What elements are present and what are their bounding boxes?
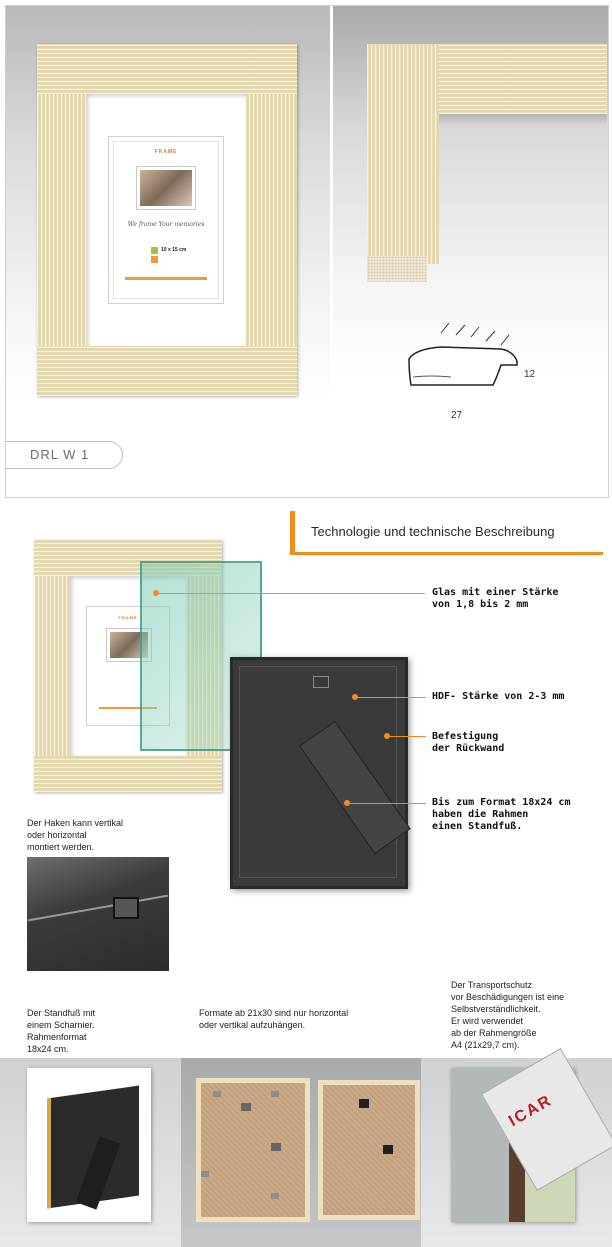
insert-photo [137, 167, 195, 209]
transport-note-6: A4 (21x29,7 cm). [451, 1040, 520, 1050]
profile-width: 27 [451, 410, 463, 421]
formats-note-2: oder vertikal aufzuhängen. [199, 1020, 306, 1030]
transport-note-1: Der Transportschutz [451, 980, 533, 990]
hanger-vertical [359, 1099, 369, 1108]
stand-note-4: 18x24 cm. [27, 1044, 69, 1054]
profile-drawing [401, 321, 581, 426]
panel-divider [330, 6, 333, 497]
picture-frame [37, 44, 297, 396]
hdf-backboard [230, 657, 408, 889]
hanger-horizontal [383, 1145, 393, 1154]
frame-corner-side [367, 44, 439, 264]
section-accent-bar [290, 511, 295, 555]
hook-clip [113, 897, 139, 919]
vertical-back-photo [318, 1080, 420, 1220]
section-title: Technologie und technische Beschreibung [311, 524, 555, 539]
callout-fixing-1: Befestigung [432, 731, 499, 742]
insert-slogan: We frame Your memories [127, 221, 205, 228]
stand-photo [27, 1068, 151, 1222]
frame-mat [86, 94, 246, 346]
section-underline [295, 552, 603, 555]
corner-shadow [439, 114, 607, 126]
hook-detail-photo [27, 857, 169, 971]
profile-height: 12 [524, 369, 536, 380]
exploded-frame-bottom [34, 756, 222, 792]
transport-protection-photo [451, 1068, 575, 1222]
product-panel [5, 5, 609, 498]
callout-glass-1: Glas mit einer Stärke [432, 587, 559, 598]
insert-brand: FRAME [154, 149, 178, 155]
callout-fixing-2: der Rückwand [432, 743, 505, 754]
transport-note-3: Selbstverständlichkeit. [451, 1004, 541, 1014]
callout-stand-3: einen Standfuß. [432, 821, 523, 832]
insert-swatch-green [151, 247, 158, 254]
transport-note-5: ab der Rahmengröße [451, 1028, 537, 1038]
transport-note-4: Er wird verwendet [451, 1016, 524, 1026]
frame-top-rail [37, 44, 297, 94]
clip-3 [201, 1171, 209, 1177]
transport-note-2: vor Beschädigungen ist eine [451, 992, 565, 1002]
sample-insert [108, 136, 224, 304]
corner-cross-section [367, 256, 427, 282]
insert-orange-bar [125, 277, 207, 280]
clip-2 [271, 1091, 279, 1097]
insert-swatch-orange [151, 256, 158, 263]
callout-line-glass [159, 593, 425, 594]
clip-4 [271, 1193, 279, 1199]
hanger-1 [241, 1103, 251, 1111]
model-code: DRL W 1 [30, 447, 90, 462]
stand-note-1: Der Standfuß mit [27, 1008, 96, 1018]
callout-stand-2: haben die Rahmen [432, 809, 529, 820]
insert-size: 10 x 15 cm [161, 247, 187, 253]
insert-border [113, 141, 219, 299]
callout-line-stand [350, 803, 426, 804]
frame-bottom-rail [37, 346, 297, 396]
hook-edge [28, 895, 168, 922]
callout-line-hdf [358, 697, 426, 698]
callout-stand-1: Bis zum Format 18x24 cm [432, 797, 571, 808]
callout-glass-2: von 1,8 bis 2 mm [432, 599, 529, 610]
callout-line-fixing [390, 736, 426, 737]
stand-note-2: einem Scharnier. [27, 1020, 95, 1030]
horizontal-back-photo [196, 1078, 310, 1222]
callout-hdf: HDF- Stärke von 2-3 mm [432, 691, 565, 702]
hanger-2 [271, 1143, 281, 1151]
formats-note-1: Formate ab 21x30 sind nur horizontal [199, 1008, 349, 1018]
stand-note-3: Rahmenformat [27, 1032, 87, 1042]
hook-note-3: montiert werden. [27, 842, 95, 852]
exploded-insert-brand: FRAME [118, 615, 138, 620]
hook-note-1: Der Haken kann vertikal [27, 818, 124, 828]
hook-note-2: oder horizontal [27, 830, 87, 840]
packaging-label: ICAR [506, 1091, 556, 1131]
clip-1 [213, 1091, 221, 1097]
hanging-hook [313, 676, 329, 688]
